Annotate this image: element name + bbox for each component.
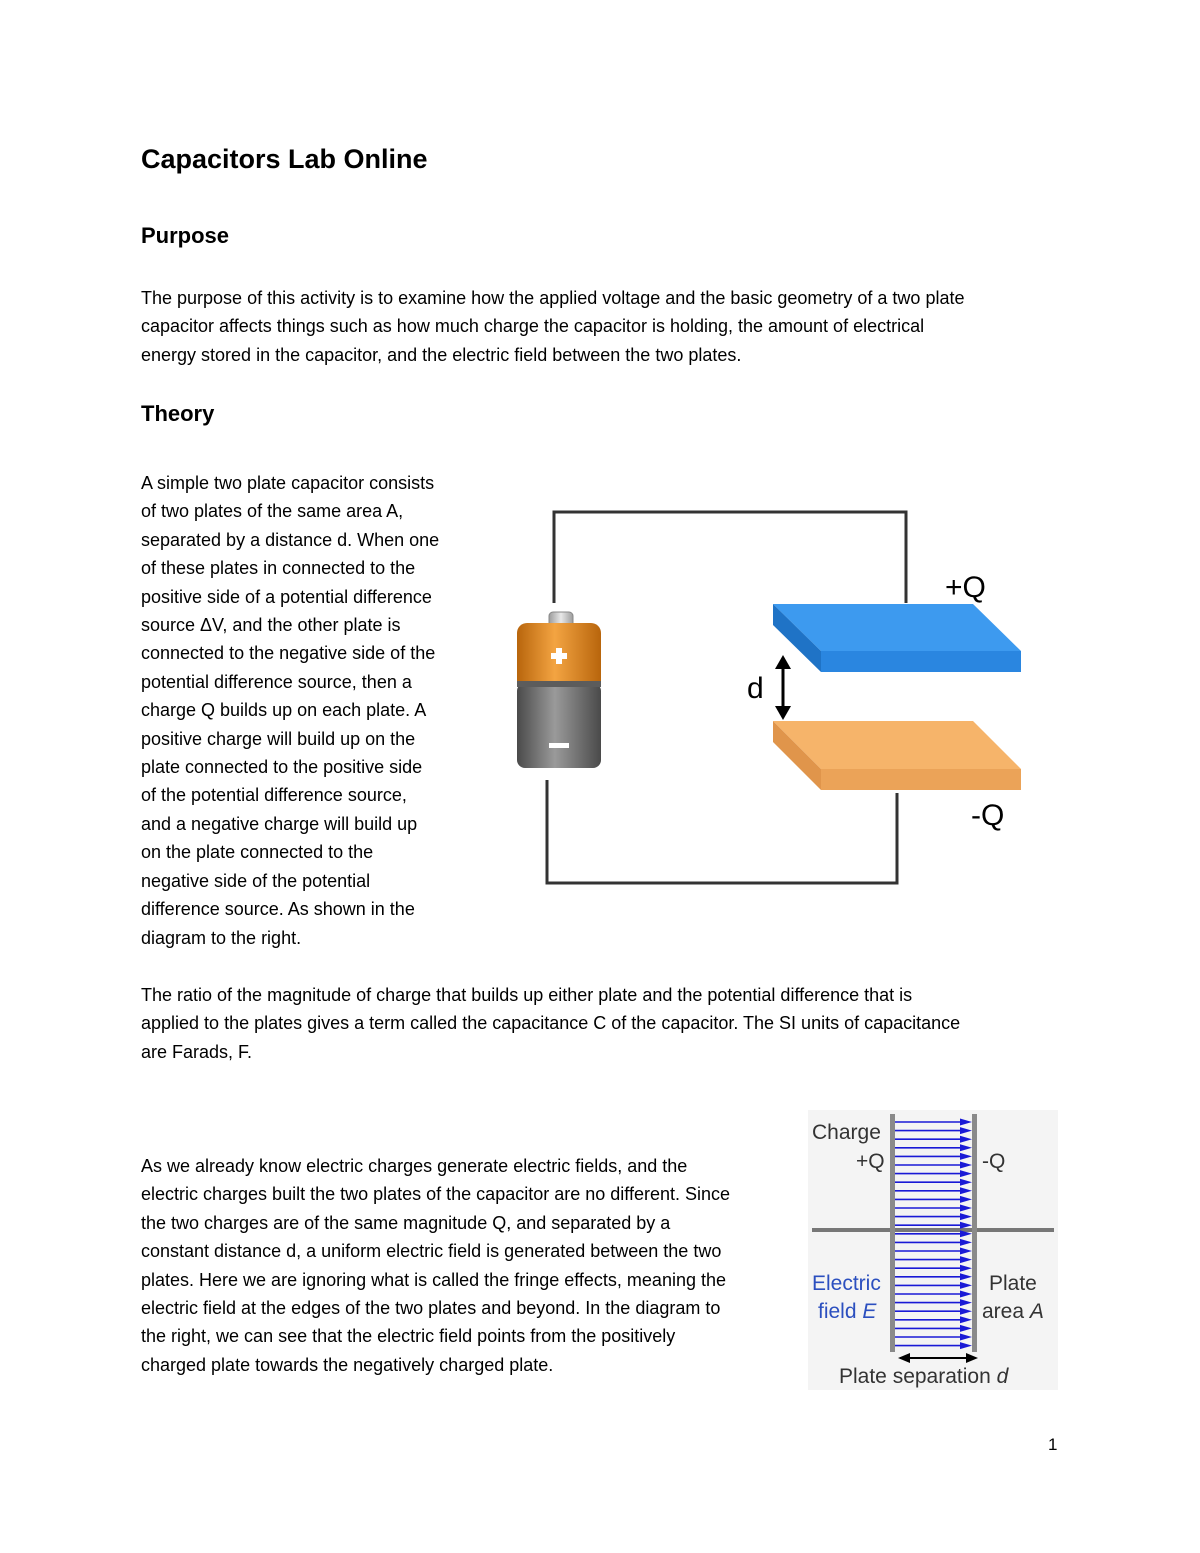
text-line: potential difference source, then a [141,671,412,692]
text-line: The purpose of this activity is to examine how the applied voltage and the basic geometry of a two plate [141,288,965,308]
field-symbol: E [862,1300,877,1323]
electric-label: Electric [812,1272,881,1295]
positive-plate [773,604,1021,672]
minus-q-label: -Q [982,1150,1006,1173]
text-line: are Farads, F. [141,1041,253,1062]
page-number: 1 [1048,1435,1058,1454]
positive-plate [890,1114,895,1352]
text-line: positive charge will build up on the [141,728,416,749]
minus-q-label: -Q [971,799,1005,832]
text-line: the right, we can see that the electric field points from the positively [141,1326,676,1347]
theory-heading: Theory [141,401,215,426]
text-line: applied to the plates gives a term called the capacitance C of the capacitor. The SI units of capacitance [141,1013,961,1034]
text-line: of two plates of the same area A, [141,501,404,522]
separation-words: Plate separation [839,1365,997,1388]
text-line: positive side of a potential difference [141,586,432,607]
text-line: connected to the negative side of the [141,643,436,664]
field-label [818,1300,877,1323]
charge-label: Charge [812,1121,881,1144]
text-line: separated by a distance d. When one [141,529,440,550]
text-line: and a negative charge will build up [141,813,418,834]
plus-q-label: +Q [945,571,986,604]
text-line: A simple two plate capacitor consists [141,473,435,493]
text-line: negative side of the potential [141,870,371,891]
field-word: field [818,1300,863,1323]
text-line: charged plate towards the negatively charged plate. [141,1354,554,1375]
theory-paragraph-1 [141,469,439,952]
text-line: of these plates in connected to the [141,558,416,579]
text-line: source ΔV, and the other plate is [141,615,401,636]
text-line: plates. Here we are ignoring what is called the fringe effects, meaning the [141,1269,726,1290]
electric-field-diagram [808,1110,1058,1390]
area-word: area [982,1300,1030,1323]
separation-symbol: d [996,1365,1009,1388]
text-line: electric field at the edges of the two plates and beyond. In the diagram to [141,1298,721,1319]
bottom-wire [547,780,897,883]
text-line: As we already know electric charges generate electric fields, and the [141,1156,688,1176]
theory-paragraph-3 [141,1152,730,1379]
text-line: constant distance d, a uniform electric field is generated between the two [141,1241,722,1262]
area-symbol: A [1029,1300,1044,1323]
text-line: electric charges built the two plates of the capacitor are no different. Since [141,1184,730,1205]
page-title: Capacitors Lab Online [141,144,428,174]
area-label [982,1300,1044,1323]
purpose-paragraph [141,284,964,369]
text-line: of the potential difference source, [141,785,407,806]
negative-plate [773,721,1021,790]
battery-icon [517,612,601,768]
purpose-heading: Purpose [141,223,230,248]
separation-arrow [775,655,791,720]
top-wire [554,512,906,603]
negative-plate [972,1114,977,1352]
plus-q-label: +Q [856,1150,885,1173]
d-label: d [747,672,764,705]
plate-label: Plate [989,1272,1037,1295]
text-line: plate connected to the positive side [141,757,423,778]
capacitor-circuit-diagram [505,505,1035,895]
text-line: The ratio of the magnitude of charge that builds up either plate and the potential difference that is [141,985,913,1005]
text-line: charge Q builds up on each plate. A [141,700,427,721]
separation-label [839,1365,1010,1388]
text-line: on the plate connected to the [141,842,374,863]
text-line: diagram to the right. [141,927,302,948]
text-line: capacitor affects things such as how much charge the capacitor is holding, the amount of electrical [141,316,925,337]
text-line: difference source. As shown in the [141,899,415,920]
theory-paragraph-2 [141,981,960,1066]
text-line: the two charges are of the same magnitude Q, and separated by a [141,1212,671,1233]
text-line: energy stored in the capacitor, and the electric field between the two plates. [141,344,742,365]
